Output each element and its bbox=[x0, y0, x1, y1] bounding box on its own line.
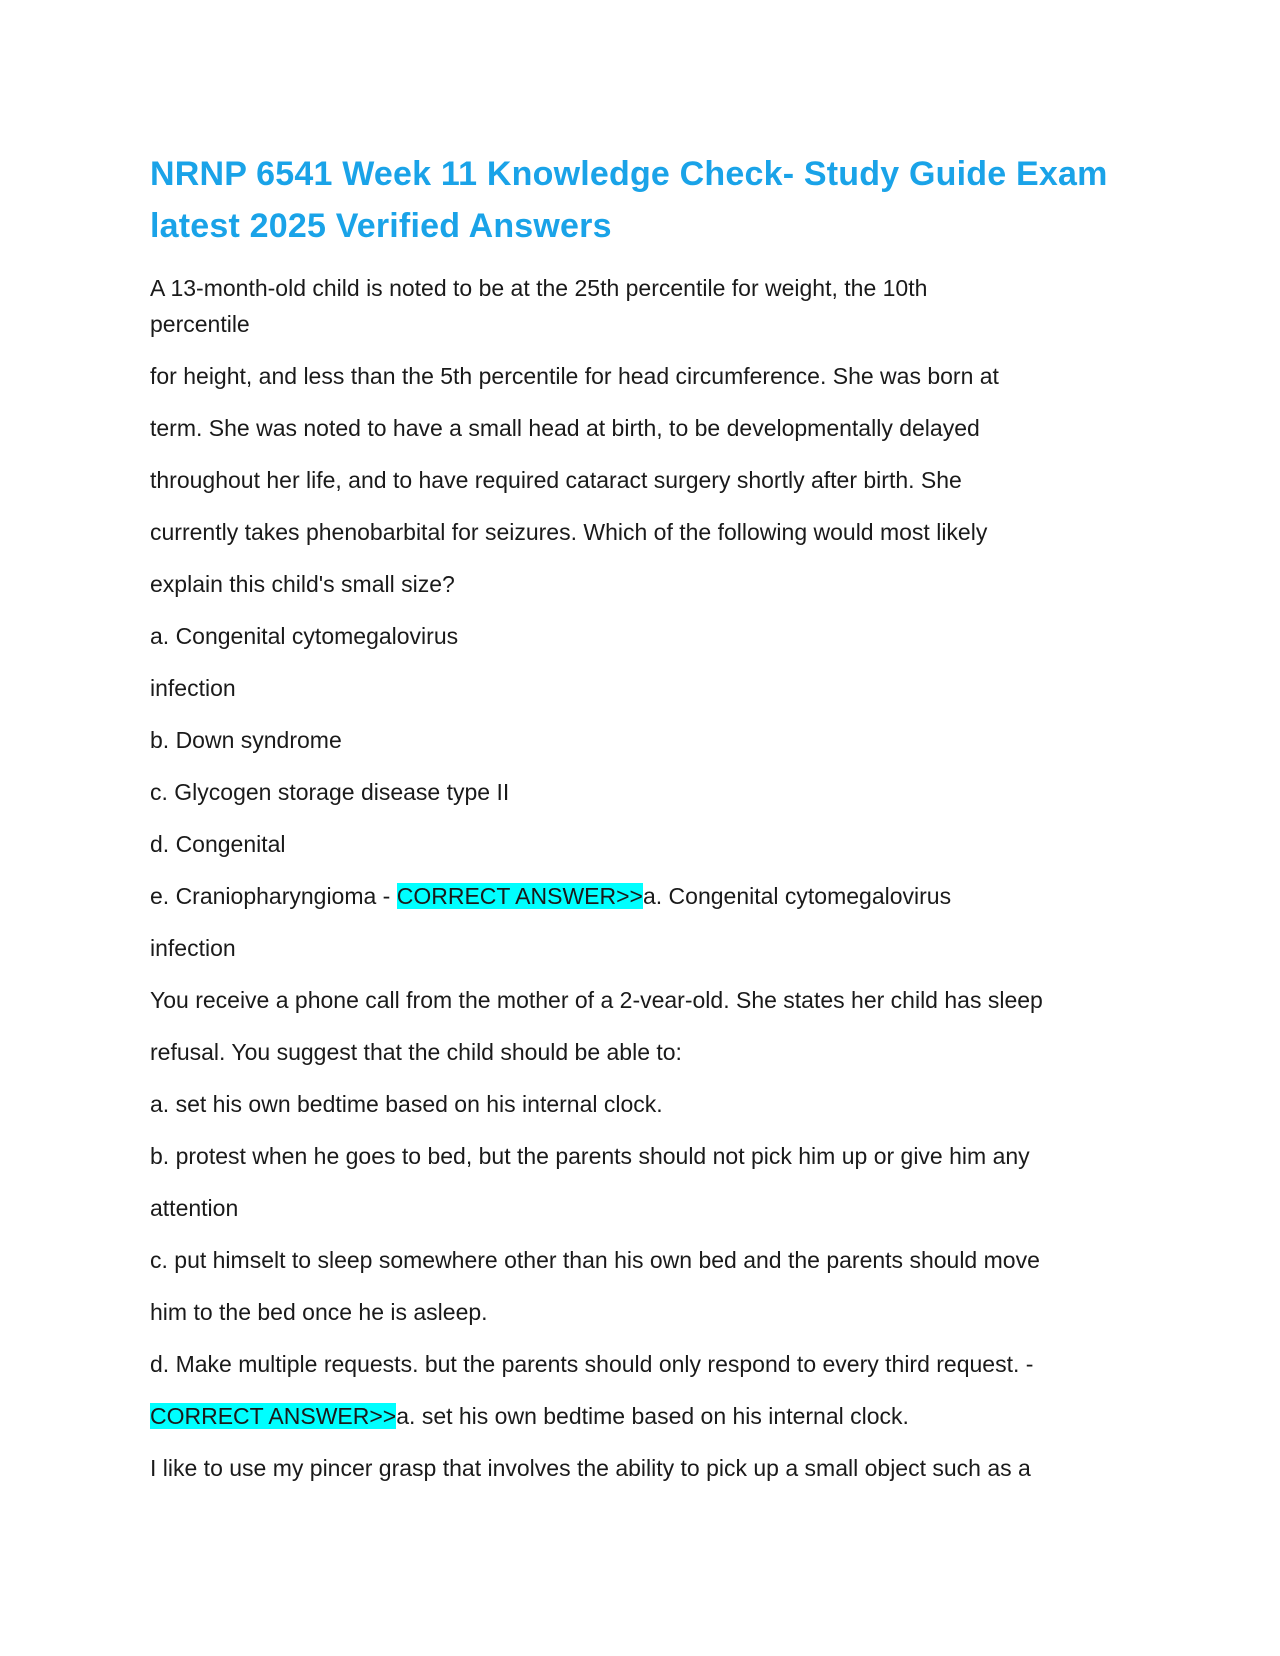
document-title bbox=[150, 148, 1150, 252]
option-b: b. protest when he goes to bed, but the parents should not pick him up or give him any bbox=[150, 1143, 1030, 1169]
option-e: e. Craniopharyngioma - bbox=[150, 883, 397, 909]
title-line-2: latest 2025 Verified Answers bbox=[150, 207, 612, 245]
option-a: a. Congenital cytomegalovirus bbox=[150, 623, 459, 649]
question-1 bbox=[150, 270, 1150, 974]
question-2 bbox=[150, 974, 1150, 1442]
question-stem-line: I like to use my pincer grasp that involves the ability to pick up a small object such as a bbox=[150, 1455, 1031, 1481]
correct-answer-label: CORRECT ANSWER>> bbox=[396, 883, 643, 909]
option-a-continued: infection bbox=[150, 675, 236, 701]
option-c: c. put himselt to sleep somewhere other than his own bed and the parents should move bbox=[150, 1247, 1040, 1273]
answer-line bbox=[150, 1390, 1150, 1442]
title-line-1: NRNP 6541 Week 11 Knowledge Check- Study Guide Exam bbox=[150, 155, 1108, 193]
question-stem-line: explain this child's small size? bbox=[150, 571, 455, 597]
correct-answer-text-continued: infection bbox=[150, 935, 236, 961]
question-stem-line: A 13-month-old child is noted to be at the 25th percentile for weight, the 10th bbox=[150, 275, 928, 301]
question-stem-line: percentile bbox=[150, 311, 250, 337]
question-stem-line: refusal. You suggest that the child should be able to: bbox=[150, 1039, 682, 1065]
question-stem-line: throughout her life, and to have required cataract surgery shortly after birth. She bbox=[150, 467, 962, 493]
option-e-with-answer bbox=[150, 870, 1150, 922]
option-d: d. Congenital bbox=[150, 831, 286, 857]
option-d: d. Make multiple requests. but the parents should only respond to every third request. - bbox=[150, 1351, 1034, 1377]
option-c: c. Glycogen storage disease type II bbox=[150, 779, 510, 805]
correct-answer-text: a. set his own bedtime based on his internal clock. bbox=[396, 1403, 909, 1429]
correct-answer-label: CORRECT ANSWER>> bbox=[150, 1403, 397, 1429]
question-stem-line: for height, and less than the 5th percentile for head circumference. She was born at bbox=[150, 363, 999, 389]
option-b-continued: attention bbox=[150, 1195, 239, 1221]
correct-answer-text: a. Congenital cytomegalovirus bbox=[642, 883, 952, 909]
option-b: b. Down syndrome bbox=[150, 727, 342, 753]
question-stem-line: term. She was noted to have a small head at birth, to be developmentally delayed bbox=[150, 415, 980, 441]
question-stem-line: currently takes phenobarbital for seizures. Which of the following would most likely bbox=[150, 519, 988, 545]
question-stem-line: You receive a phone call from the mother of a 2-vear-old. She states her child has sleep bbox=[150, 987, 1043, 1013]
document-page bbox=[150, 148, 1150, 1494]
option-c-continued: him to the bed once he is asleep. bbox=[150, 1299, 488, 1325]
option-a: a. set his own bedtime based on his internal clock. bbox=[150, 1091, 663, 1117]
question-3 bbox=[150, 1442, 1150, 1494]
